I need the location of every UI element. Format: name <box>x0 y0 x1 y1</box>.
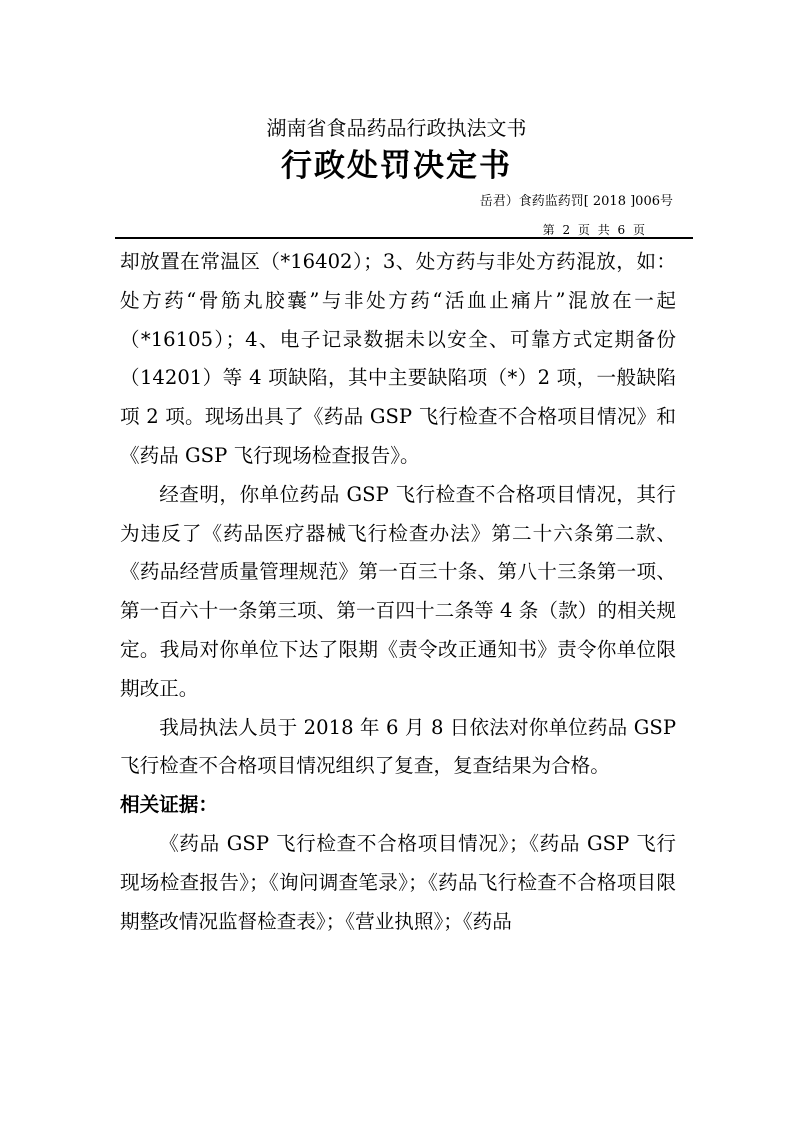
document-number: 岳君）食药监药罚[ 2018 ]006号 <box>479 194 673 209</box>
paragraph-reinspection: 我局执法人员于 2018 年 6 月 8 日依法对你单位药品 GSP 飞行检查不合格项目情况组织了复查，复查结果为合格。 <box>120 715 676 778</box>
evidence-list: 《药品 GSP 飞行检查不合格项目情况》；《药品 GSP 飞行现场检查报告》；《询问调查笔录》；《药品飞行检查不合格项目限期整改情况监督检查表》；《营业执照》；《药品 <box>120 831 676 933</box>
issuing-organization: 湖南省食品药品行政执法文书 <box>266 116 527 140</box>
page-indicator: 第 2 页 共 6 页 <box>542 223 645 237</box>
document-body <box>120 243 676 941</box>
paragraph-findings: 经查明，你单位药品 GSP 飞行检查不合格项目情况，其行为违反了《药品医疗器械飞行检查办法》第二十六条第二款、《药品经营质量管理规范》第一百三十条、第八十三条第一项、第一百六十一条第三项、第一百四十二条等 4 条（款）的相关规定。我局对你单位下达了限期《责令改正通知书》责令你单位限期改正。 <box>120 482 676 700</box>
document-title: 行政处罚决定书 <box>281 148 512 184</box>
evidence-heading: 相关证据： <box>120 793 218 817</box>
paragraph-defects: 却放置在常温区（*16402）；3、处方药与非处方药混放，如：处方药“骨筋丸胶囊”与非处方药“活血止痛片”混放在一起（*16105）；4、电子记录数据未以安全、可靠方式定期备份（14201）等 4 项缺陷，其中主要缺陷项（*）2 项，一般缺陷项 2 项。现场出具了《药品 GSP 飞行检查不合格项目情况》和《药品 GSP 飞行现场检查报告》。 <box>120 250 676 467</box>
header-divider <box>115 237 693 239</box>
